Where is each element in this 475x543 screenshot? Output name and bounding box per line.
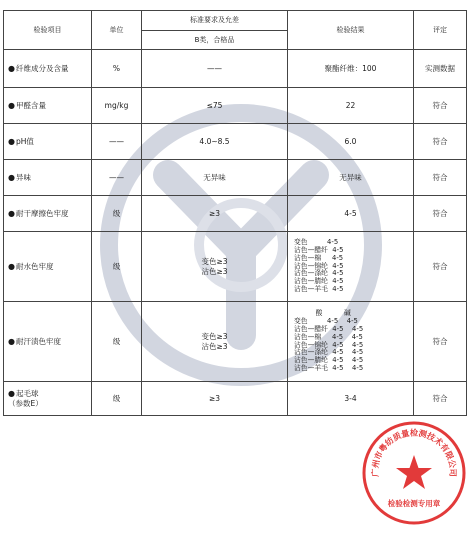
table-row [4, 196, 467, 232]
verdict-cell: 符合 [414, 196, 467, 232]
unit-cell: 级 [92, 382, 142, 416]
bullet-icon: ● [8, 136, 15, 146]
requirement-cell: ≥3 [142, 382, 288, 416]
item-cell: ●耐汗渍色牢度 [4, 302, 92, 382]
result-cell: 22 [288, 88, 414, 124]
requirement-line: 变色≥3 [201, 332, 228, 342]
verdict-cell: 符合 [414, 160, 467, 196]
unit-cell: mg/kg [92, 88, 142, 124]
result-line: 沾色—棉 4-5 [294, 253, 344, 262]
verdict-cell: 符合 [414, 124, 467, 160]
item-cell: ●纤维成分及含量 [4, 50, 92, 88]
header-result: 检验结果 [288, 11, 414, 50]
result-line: 沾色—锦纶 4-5 [294, 261, 344, 270]
verdict-cell: 实测数据 [414, 50, 467, 88]
result-line: 沾色—涤纶 4-5 [294, 269, 344, 278]
table-row [4, 382, 467, 416]
result-line: 变色 4-5 [294, 238, 339, 247]
result-subheader: 酸 碱 [294, 309, 351, 318]
result-cell [288, 232, 414, 302]
item-cell: ●异味 [4, 160, 92, 196]
result-line: 沾色—棉 4-5 4-5 [294, 332, 363, 341]
bullet-icon: ● [8, 388, 15, 398]
verdict-cell: 符合 [414, 232, 467, 302]
requirement-cell: —— [142, 50, 288, 88]
unit-cell: 级 [92, 196, 142, 232]
item-cell: ●起毛球 （参数E） [4, 382, 92, 416]
table-row [4, 88, 467, 124]
result-line: 沾色—醋纤 4-5 [294, 245, 344, 254]
header-unit: 单位 [92, 11, 142, 50]
result-cell: 聚酯纤维：100 [288, 50, 414, 88]
item-cell: ●耐干摩擦色牢度 [4, 196, 92, 232]
bullet-icon: ● [8, 63, 15, 73]
inspection-results-table [3, 10, 467, 416]
table-row [4, 124, 467, 160]
requirement-cell: ≥3 [142, 196, 288, 232]
requirement-cell: ≤75 [142, 88, 288, 124]
requirement-cell [142, 302, 288, 382]
bullet-icon: ● [8, 336, 15, 346]
result-line: 沾色—腈纶 4-5 4-5 [294, 356, 364, 365]
result-line: 变色 4-5 4-5 [294, 317, 358, 326]
svg-text:检验检测专用章: 检验检测专用章 [387, 499, 441, 508]
header-requirement: 标准要求及允差 [142, 11, 288, 31]
result-line: 沾色—羊毛 4-5 4-5 [294, 363, 364, 372]
result-line: 沾色—醋纤 4-5 4-5 [294, 324, 364, 333]
result-cell: 4-5 [288, 196, 414, 232]
table-row [4, 160, 467, 196]
table-row [4, 232, 467, 302]
bullet-icon: ● [8, 261, 15, 271]
result-cell: 6.0 [288, 124, 414, 160]
table-row [4, 302, 467, 382]
result-line: 沾色—锦纶 4-5 4-5 [294, 340, 364, 349]
bullet-icon: ● [8, 172, 15, 182]
requirement-cell: 4.0~8.5 [142, 124, 288, 160]
result-line: 沾色—腈纶 4-5 [294, 277, 344, 286]
verdict-cell: 符合 [414, 302, 467, 382]
verdict-cell: 符合 [414, 88, 467, 124]
header-verdict: 评定 [414, 11, 467, 50]
result-line: 沾色—羊毛 4-5 [294, 285, 344, 294]
result-cell: 3-4 [288, 382, 414, 416]
requirement-cell: 无异味 [142, 160, 288, 196]
requirement-line: 变色≥3 [201, 257, 228, 267]
result-cell [288, 302, 414, 382]
unit-cell: 级 [92, 302, 142, 382]
table-row [4, 50, 467, 88]
star-icon [396, 455, 432, 489]
item-cell: ●pH值 [4, 124, 92, 160]
requirement-cell [142, 232, 288, 302]
unit-cell: —— [92, 124, 142, 160]
item-cell: ●耐水色牢度 [4, 232, 92, 302]
item-note: （参数E） [8, 398, 43, 408]
unit-cell: —— [92, 160, 142, 196]
svg-text:广州市粤纺质量检测技术有限公司: 广州市粤纺质量检测技术有限公司 [369, 427, 459, 477]
bullet-icon: ● [8, 208, 15, 218]
requirement-line: 沾色≥3 [201, 266, 228, 276]
item-cell: ●甲醛含量 [4, 88, 92, 124]
result-cell: 无异味 [288, 160, 414, 196]
company-seal [361, 420, 467, 526]
unit-cell: 级 [92, 232, 142, 302]
requirement-line: 沾色≥3 [201, 341, 228, 351]
result-line: 沾色—涤纶 4-5 4-5 [294, 348, 364, 357]
header-item: 检验项目 [4, 11, 92, 50]
bullet-icon: ● [8, 100, 15, 110]
unit-cell: % [92, 50, 142, 88]
header-requirement-sub: B类，合格品 [142, 31, 288, 50]
verdict-cell: 符合 [414, 382, 467, 416]
